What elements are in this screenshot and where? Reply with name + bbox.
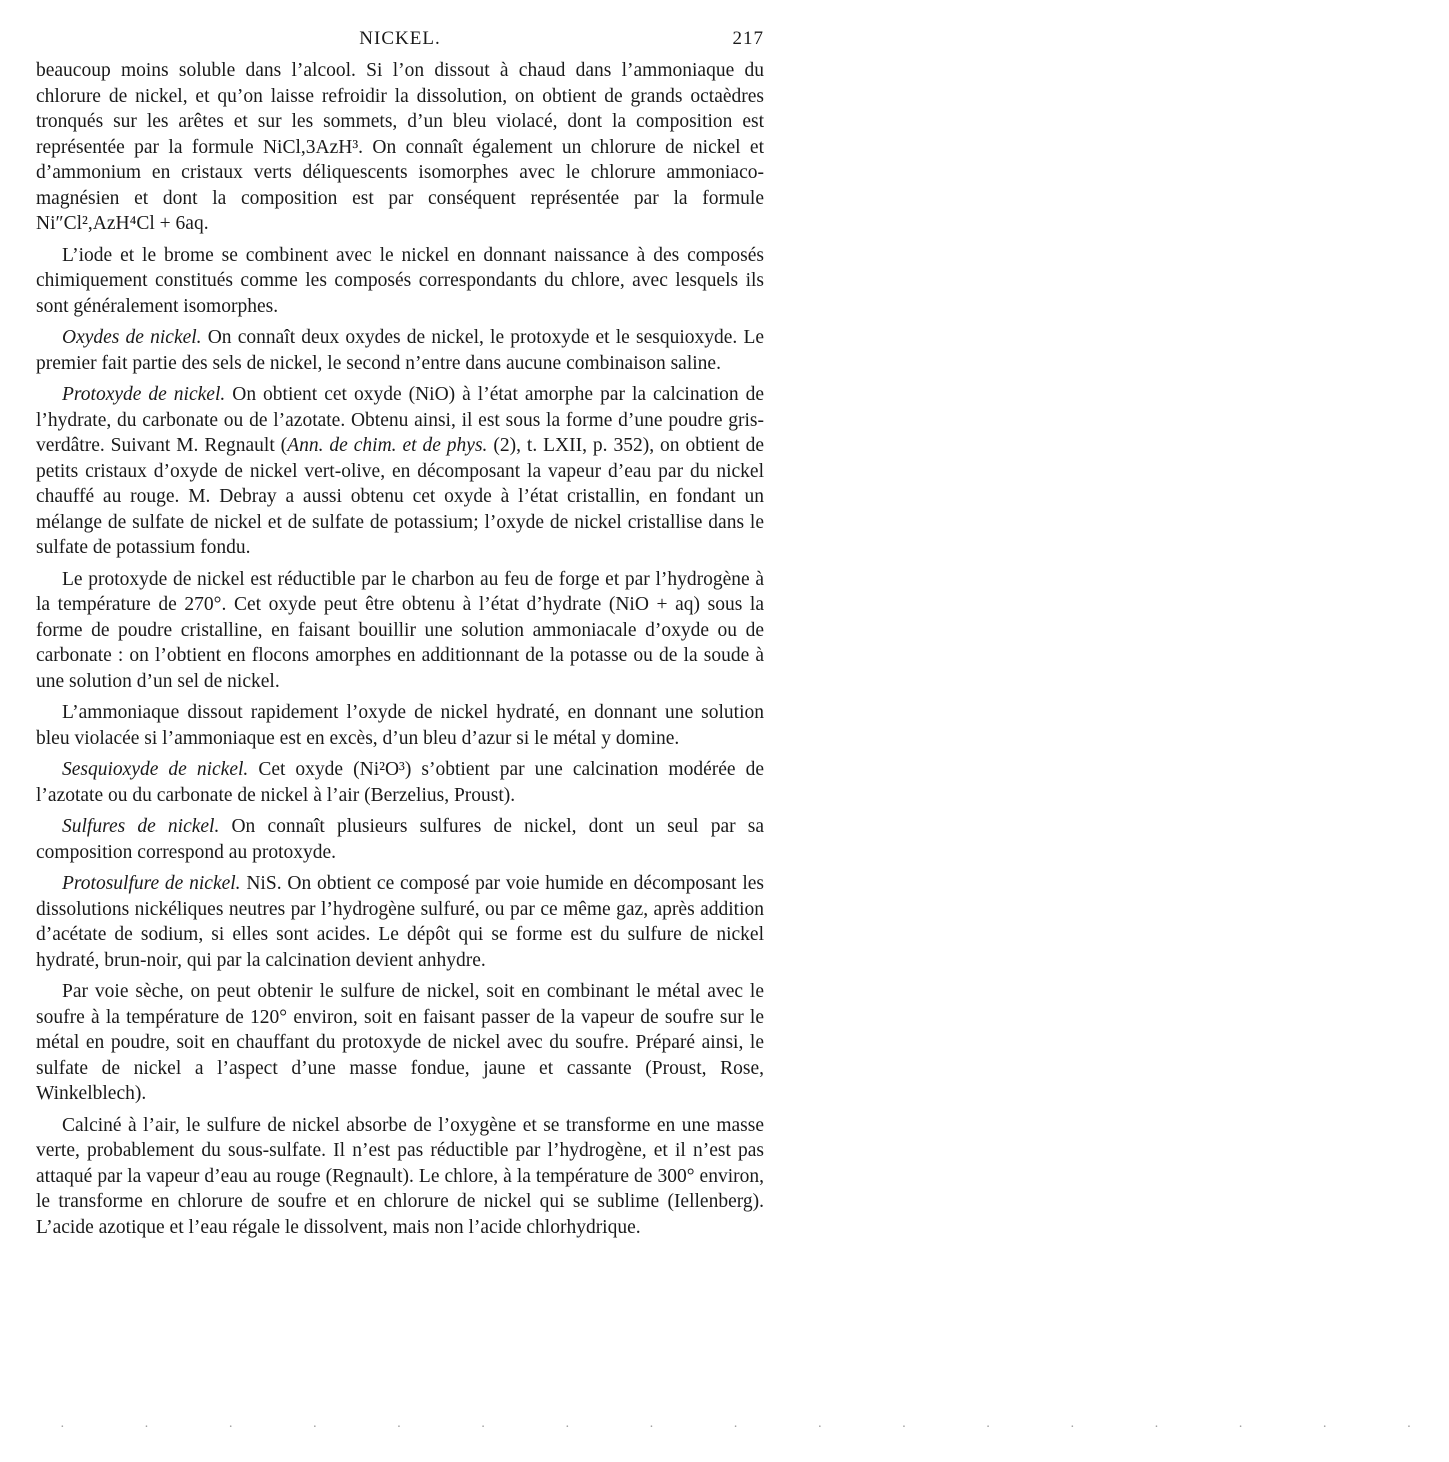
book-page xyxy=(36,28,764,1240)
paragraph-p10 xyxy=(36,979,764,1107)
running-title: NICKEL. xyxy=(359,28,441,49)
paragraph-p2 xyxy=(36,243,764,320)
paragraph-p7 xyxy=(36,757,764,808)
paragraph-p5 xyxy=(36,567,764,695)
italic-heading-text: Ann. de chim. et de phys. xyxy=(287,435,488,456)
paragraph-p8 xyxy=(36,814,764,865)
paragraph-text: On obtient cet oxyde (NiO) à l’état amorphe par la calcination de l’hydrate, du carbonate ou de l’azotate. Obtenu ainsi, il est sous la forme d’une poudre gris-verdâtre. Suivant M. Regnault ( xyxy=(36,384,764,456)
paragraph-p3 xyxy=(36,325,764,376)
footer-noise: · · · · · · · · · · · · · · · · · xyxy=(60,1420,1449,1435)
paragraph-text: Cet oxyde (Ni²O³) s’obtient par une calcination modérée de l’azotate ou du carbonate de nickel à l’air (Berzelius, Proust). xyxy=(36,759,764,806)
italic-heading-text: Sulfures de nickel. xyxy=(62,816,220,837)
paragraph-text: Calciné à l’air, le sulfure de nickel absorbe de l’oxygène et se transforme en une masse verte, probablement du sous-sulfate. Il n’est pas réductible par l’hydrogène, et il n’est pas attaqué par la vapeur d’eau au rouge (Regnault). Le chlore, à la température de 300° environ, le transforme en chlorure de soufre et en chlorure de nickel qui se sublime (Iellenberg). L’acide azotique et l’eau régale le dissolvent, mais non l’acide chlorhydrique. xyxy=(36,1114,764,1238)
italic-heading-text: Protoxyde de nickel. xyxy=(62,384,226,405)
body-text xyxy=(36,58,764,1240)
paragraph-p6 xyxy=(36,700,764,751)
paragraph-p1 xyxy=(36,58,764,237)
paragraph-text: Par voie sèche, on peut obtenir le sulfure de nickel, soit en combinant le métal avec le soufre à la température de 120° environ, soit en faisant passer de la vapeur de soufre sur le métal en poudre, soit en chauffant du protoxyde de nickel avec du soufre. Préparé ainsi, le sulfate de nickel a l’aspect d’une masse fondue, jaune et cassante (Proust, Rose, Winkelblech). xyxy=(36,981,764,1104)
page-number: 217 xyxy=(732,28,764,49)
paragraph-p9 xyxy=(36,871,764,973)
italic-heading-text: Protosulfure de nickel. xyxy=(62,873,241,894)
italic-heading-text: Sesquioxyde de nickel. xyxy=(62,759,249,780)
paragraph-text: L’iode et le brome se combinent avec le nickel en donnant naissance à des composés chimiquement constitués comme les composés correspondants du chlore, avec lesquels ils sont généralement isomorphes. xyxy=(36,244,764,317)
paragraph-text: beaucoup moins soluble dans l’alcool. Si l’on dissout à chaud dans l’ammoniaque du chlorure de nickel, et qu’on laisse refroidir la dissolution, on obtient de grands octaèdres tronqués sur les arêtes et sur les sommets, d’un bleu violacé, dont la composition est représentée par la formule NiCl,3AzH³. On connaît également un chlorure de nickel et d’ammonium en cristaux verts déliquescents isomorphes avec le chlorure ammoniaco-magnésien et dont la composition est par conséquent représentée par la formule Ni″Cl²,AzH⁴Cl + 6aq. xyxy=(36,60,764,234)
paragraph-p11 xyxy=(36,1113,764,1241)
paragraph-text: L’ammoniaque dissout rapidement l’oxyde de nickel hydraté, en donnant une solution bleu violacée si l’ammoniaque est en excès, d’un bleu d’azur si le métal y domine. xyxy=(36,702,764,749)
paragraph-text: (2), t. LXII, p. 352), on obtient de petits cristaux d’oxyde de nickel vert-olive, en décomposant la vapeur d’eau par du nickel chauffé au rouge. M. Debray a aussi obtenu cet oxyde à l’état cristallin, en fondant un mélange de sulfate de nickel et de sulfate de potassium; l’oxyde de nickel cristallise dans le sulfate de potassium fondu. xyxy=(36,435,764,558)
paragraph-text: NiS. On obtient ce composé par voie humide en décomposant les dissolutions nickéliques neutres par l’hydrogène sulfuré, ou par ce même gaz, après addition d’acétate de sodium, si elles sont acides. Le dépôt qui se forme est du sulfure de nickel hydraté, brun-noir, qui par la calcination devient anhydre. xyxy=(36,873,765,971)
paragraph-text: Le protoxyde de nickel est réductible par le charbon au feu de forge et par l’hydrogène à la température de 270°. Cet oxyde peut être obtenu à l’état d’hydrate (NiO + aq) sous la forme de poudre cristalline, en faisant bouillir une solution ammoniacale d’oxyde ou de carbonate : on l’obtient en flocons amorphes en additionnant de la potasse ou de la soude à une solution d’un sel de nickel. xyxy=(36,568,764,692)
running-header xyxy=(36,28,764,58)
paragraph-p4 xyxy=(36,382,764,561)
italic-heading-text: Oxydes de nickel. xyxy=(62,327,202,348)
paragraph-text: On connaît deux oxydes de nickel, le protoxyde et le sesquioxyde. Le premier fait partie des sels de nickel, le second n’entre dans aucune combinaison saline. xyxy=(36,327,765,374)
paragraph-text: On connaît plusieurs sulfures de nickel, dont un seul par sa composition correspond au protoxyde. xyxy=(36,816,764,863)
